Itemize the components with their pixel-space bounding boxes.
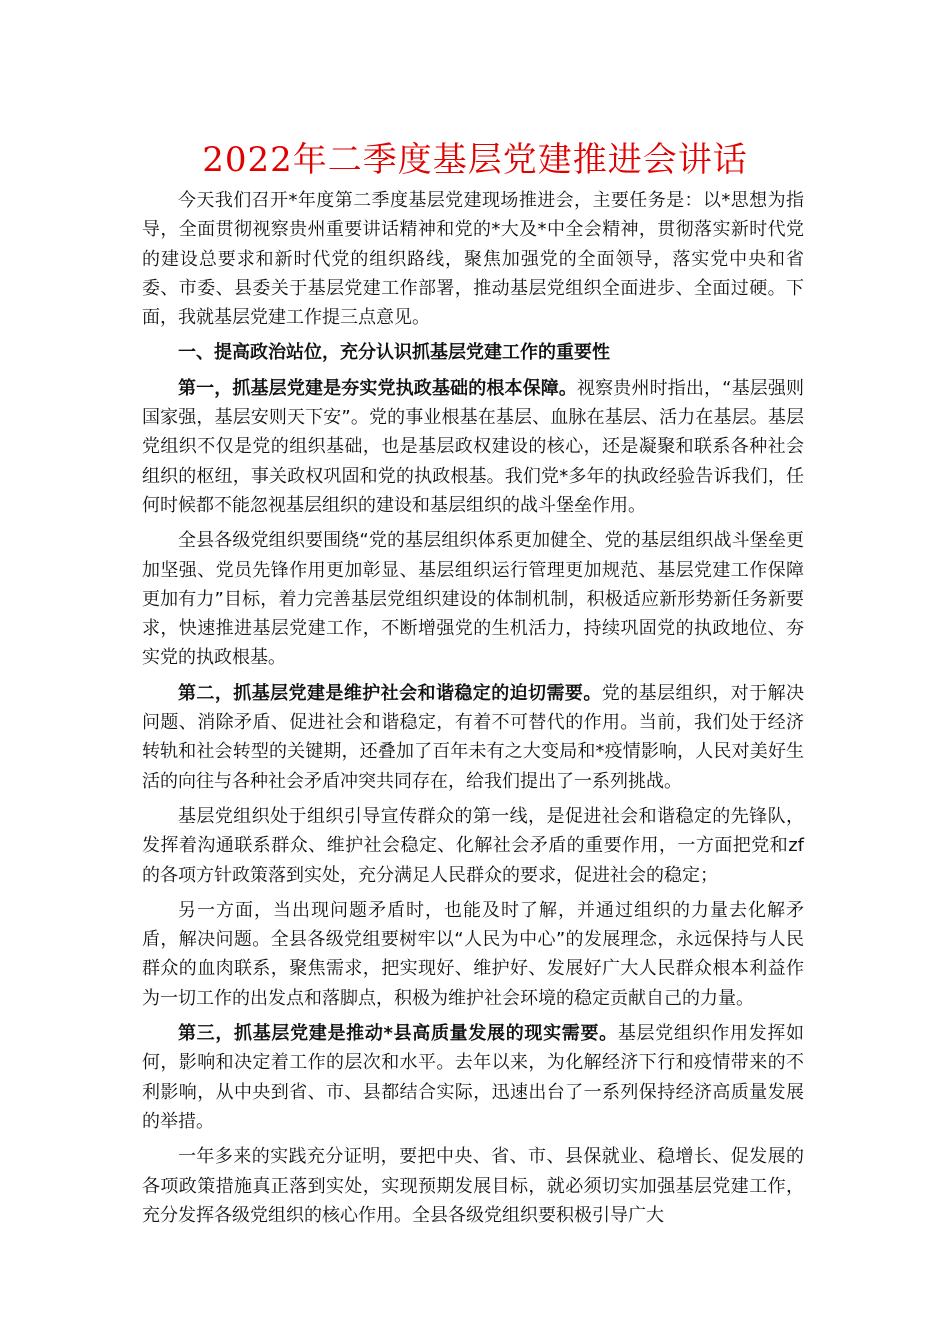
paragraph-6: 另一方面，当出现问题矛盾时，也能及时了解，并通过组织的力量去化解矛盾，解决问题。全县各级党组要树牢以“人民为中心”的发展理念，永远保持与人民群众的血肉联系，聚焦需求，把实现好、维护好、发展好广大人民群众根本利益作为一切工作的出发点和落脚点，积极为维护社会环境的稳定贡献自己的力量。 [142,899,804,1009]
document-title: 2022年二季度基层党建推进会讲话 [202,140,748,180]
paragraph-5: 基层党组织处于组织引导宣传群众的第一线，是促进社会和谐稳定的先锋队，发挥着沟通联系群众、维护社会稳定、化解社会矛盾的重要作用，一方面把党和zf的各项方针政策落到实处，充分满足人民群众的要求，促进社会的稳定； [142,805,804,886]
point-2-paragraph [142,679,804,796]
paragraph-3: 全县各级党组织要围绕“党的基层组织体系更加健全、党的基层组织战斗堡垒更加坚强、党员先锋作用更加彰显、基层组织运行管理更加规范、基层党建工作保障更加有力”目标，着力完善基层党组织建设的体制机制，积极适应新形势新任务新要求，快速推进基层党建工作，不断增强党的生机活力，持续巩固党的执政地位、夯实党的执政根基。 [142,530,804,669]
point-3-text: 基层党组织作用发挥如何，影响和决定着工作的层次和水平。去年以来，为化解经济下行和疫情带来的不利影响，从中央到省、市、县都结合实际，迅速出台了一系列保持经济高质量发展的举措。 [142,1023,805,1132]
intro-paragraph: 今天我们召开*年度第二季度基层党建现场推进会，主要任务是：以*思想为指导，全面贯彻视察贵州重要讲话精神和党的*大及*中全会精神，贯彻落实新时代党的建设总要求和新时代党的组织路线，聚焦加强党的全面领导，落实党中央和省委、市委、县委关于基层党建工作部署，推动基层党组织全面进步、全面过硬。下面，我就基层党建工作提三点意见。 [142,190,804,329]
point-3-lead: 第三，抓基层党建是推动*县高质量发展的现实需要。 [178,1023,618,1045]
point-2-lead: 第二，抓基层党建是维护社会和谐稳定的迫切需要。 [178,682,602,704]
point-1-text: 视察贵州时指出，“基层强则国家强，基层安则天下安”。党的事业根基在基层、血脉在基层、活力在基层。基层党组织不仅是党的组织基础，也是基层政权建设的核心，还是凝聚和联系各种社会组织的枢纽，事关政权巩固和党的执政根基。我们党*多年的执政经验告诉我们，任何时候都不能忽视基层组织的建设和基层组织的战斗堡垒作用。 [142,377,805,516]
point-1-lead: 第一，抓基层党建是夯实党执政基础的根本保障。 [178,377,578,399]
point-3-paragraph [142,1019,804,1136]
document-body [142,186,804,1236]
paragraph-8: 一年多来的实践充分证明，要把中央、省、市、县保就业、稳增长、促发展的各项政策措施真正落到实处，实现预期发展目标，就必须切实加强基层党建工作，充分发挥各级党组织的核心作用。全县各级党组织要积极引导广大 [142,1146,804,1226]
point-1-paragraph [142,374,804,520]
section-heading-1: 一、提高政治站位，充分认识抓基层党建工作的重要性 [178,342,610,364]
point-2-text: 党的基层组织，对于解决问题、消除矛盾、促进社会和谐稳定，有着不可替代的作用。当前，我们处于经济转轨和社会转型的关键期，还叠加了百年未有之大变局和*疫情影响，人民对美好生活的向往与各种社会矛盾冲突共同存在，给我们提出了一系列挑战。 [142,682,805,792]
